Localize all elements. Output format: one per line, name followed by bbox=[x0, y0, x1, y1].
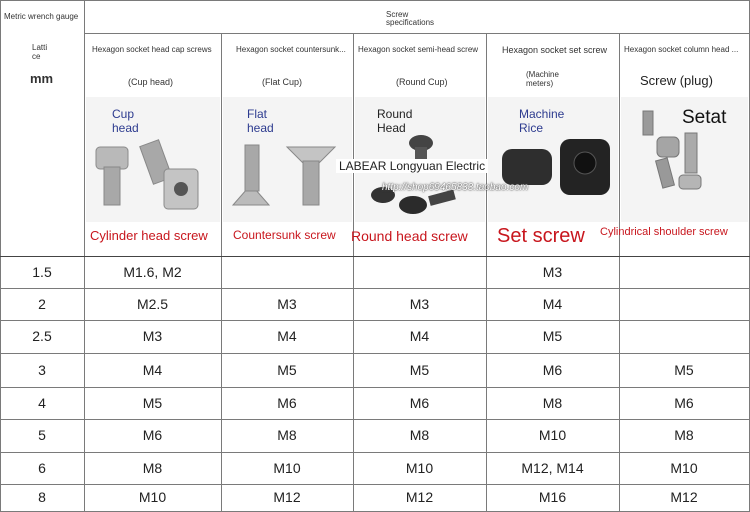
screw-size-cell: M3 bbox=[409, 296, 430, 312]
flat-head-screw-image bbox=[223, 97, 352, 242]
brand-overlay: LABEAR Longyuan Electric bbox=[336, 159, 488, 173]
screw-size-cell: M10 bbox=[405, 460, 434, 476]
screw-size-cell: M8 bbox=[409, 427, 430, 443]
screw-size-cell bbox=[221, 256, 353, 288]
screw-size-cell: M5 bbox=[674, 362, 694, 378]
screw-size-cell: M10 bbox=[670, 460, 698, 476]
col-4-name: Hexagon socket set screw bbox=[502, 45, 608, 55]
screw-size-cell: M6 bbox=[542, 362, 563, 378]
screw-size-cell: M6 bbox=[409, 395, 430, 411]
corner-label: Metric wrench gauge bbox=[4, 12, 79, 21]
screw-size-cell: M4 bbox=[542, 296, 563, 312]
set-screw-photo-label-2: Rice bbox=[519, 121, 544, 135]
wrench-size-cell: 5 bbox=[38, 427, 46, 443]
screw-size-cell: M2.5 bbox=[136, 296, 169, 312]
countersunk-label: Countersunk screw bbox=[233, 228, 336, 242]
wrench-size-cell: 4 bbox=[38, 395, 46, 411]
set-screw-image bbox=[488, 97, 618, 247]
screw-size-cell: M8 bbox=[142, 460, 163, 476]
screw-size-cell: M5 bbox=[142, 395, 163, 411]
col-3-name: Hexagon socket semi-head screw bbox=[358, 45, 479, 54]
screw-size-cell: M3 bbox=[542, 264, 563, 280]
col-5-name: Hexagon socket column head ... bbox=[624, 45, 739, 54]
col-1-name: Hexagon socket head cap screws bbox=[92, 45, 212, 54]
screw-size-cell: M12 bbox=[273, 489, 301, 505]
col-1-sub: (Cup head) bbox=[128, 77, 174, 87]
screw-size-cell: M3 bbox=[142, 328, 163, 344]
watermark-overlay: http://shop69465833.taobao.com bbox=[382, 182, 529, 193]
screw-size-cell: M1.6, M2 bbox=[123, 264, 182, 280]
shoulder-screw-image bbox=[600, 97, 748, 238]
unit-label: mm bbox=[30, 71, 54, 86]
cylinder-head-label: Cylinder head screw bbox=[90, 228, 208, 243]
screw-size-cell: M4 bbox=[409, 328, 430, 344]
screw-size-cell: M4 bbox=[277, 328, 297, 344]
screw-size-cell: M5 bbox=[542, 328, 563, 344]
flat-head-photo-label-2: head bbox=[247, 121, 274, 135]
screw-size-cell: M12 bbox=[670, 489, 698, 505]
screw-size-cell: M8 bbox=[674, 427, 694, 443]
col-3-sub: (Round Cup) bbox=[396, 77, 448, 87]
col-2-sub: (Flat Cup) bbox=[262, 77, 303, 87]
lattice-label-2: ce bbox=[32, 52, 41, 61]
col-5-sub: Screw (plug) bbox=[640, 73, 713, 88]
screw-size-cell: M10 bbox=[538, 427, 567, 443]
screw-size-cell: M6 bbox=[142, 427, 163, 443]
cup-head-screw-image bbox=[86, 97, 220, 243]
round-head-label: Round head screw bbox=[351, 228, 468, 244]
screw-size-cell: M10 bbox=[273, 460, 301, 476]
screw-size-cell: M12, M14 bbox=[521, 460, 584, 476]
wrench-size-cell: 1.5 bbox=[32, 264, 52, 280]
screw-size-cell: M5 bbox=[409, 362, 430, 378]
screw-size-cell: M8 bbox=[542, 395, 563, 411]
wrench-size-cell: 8 bbox=[38, 489, 46, 505]
screw-size-cell: M16 bbox=[538, 489, 567, 505]
shoulder-screw-photo-label: Setat bbox=[682, 107, 727, 128]
round-head-photo-label-2: Head bbox=[377, 121, 406, 135]
lattice-label-1: Latti bbox=[32, 43, 48, 52]
set-screw-photo-label-1: Machine bbox=[519, 107, 565, 121]
screw-size-cell bbox=[619, 320, 749, 353]
screw-size-cell bbox=[353, 256, 486, 288]
screw-size-cell: M10 bbox=[138, 489, 167, 505]
screw-size-cell: M5 bbox=[277, 362, 297, 378]
group-header-1: Screw bbox=[386, 10, 409, 19]
group-header-2: specifications bbox=[386, 18, 435, 27]
screw-size-cell bbox=[619, 256, 749, 288]
screw-size-cell: M6 bbox=[674, 395, 694, 411]
cup-head-photo-label-2: head bbox=[112, 121, 139, 135]
round-head-photo-label-1: Round bbox=[377, 107, 413, 121]
wrench-size-cell: 2 bbox=[38, 296, 46, 312]
screw-size-cell: M3 bbox=[277, 296, 297, 312]
wrench-size-cell: 3 bbox=[38, 362, 46, 378]
shoulder-screw-label: Cylindrical shoulder screw bbox=[600, 226, 728, 238]
flat-head-photo-label-1: Flat bbox=[247, 107, 268, 121]
cup-head-photo-label-1: Cup bbox=[112, 107, 135, 121]
wrench-size-cell: 6 bbox=[38, 460, 46, 476]
col-2-name: Hexagon socket countersunk... bbox=[236, 45, 346, 54]
set-screw-label: Set screw bbox=[497, 225, 585, 247]
screw-size-cell bbox=[619, 288, 749, 320]
screw-size-cell: M6 bbox=[277, 395, 297, 411]
screw-size-cell: M4 bbox=[142, 362, 163, 378]
screw-size-cell: M8 bbox=[277, 427, 297, 443]
wrench-size-cell: 2.5 bbox=[32, 328, 52, 344]
col-4-sub-2: meters) bbox=[526, 79, 554, 88]
screw-size-cell: M12 bbox=[405, 489, 434, 505]
col-4-sub-1: (Machine bbox=[526, 70, 559, 79]
